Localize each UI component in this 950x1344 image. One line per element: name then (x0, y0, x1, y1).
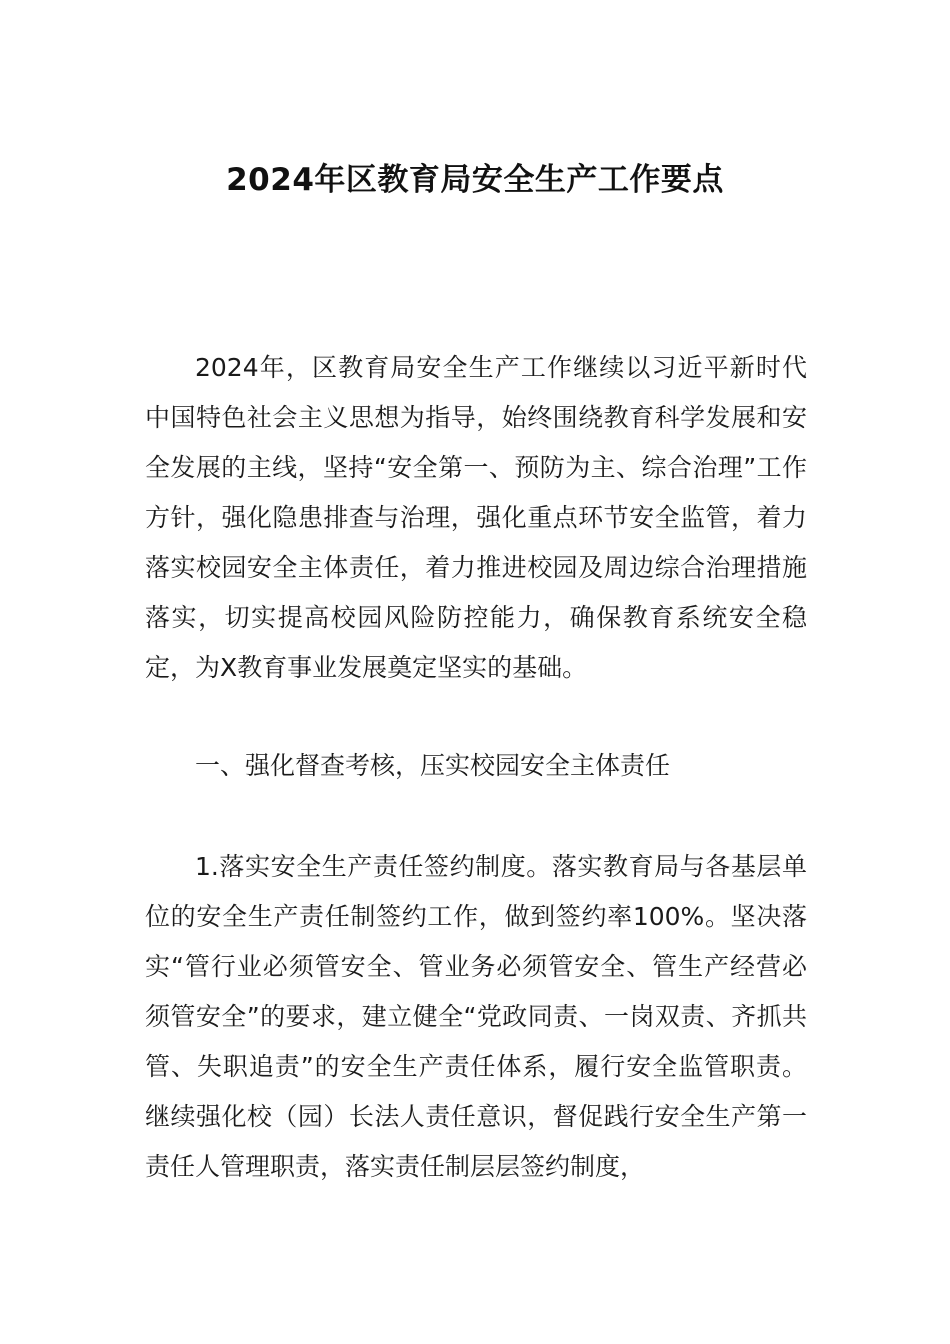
section-heading-1: 一、强化督查考核，压实校园安全主体责任 (195, 751, 671, 780)
document-title: 2024年区教育局安全生产工作要点 (226, 162, 724, 198)
section-heading-block (145, 741, 807, 791)
item-paragraph-block (145, 842, 807, 1192)
item-paragraph-1: 1.落实安全生产责任签约制度。落实教育局与各基层单位的安全生产责任制签约工作，做到签约率100%。坚决落实“管行业必须管安全、管业务必须管安全、管生产经营必须管安全”的要求，建立健全“党政同责、一岗双责、齐抓共管、失职追责”的安全生产责任体系，履行安全监管职责。继续强化校（园）长法人责任意识，督促践行安全生产第一责任人管理职责，落实责任制层层签约制度， (145, 852, 807, 1181)
intro-paragraph-block (145, 343, 807, 693)
intro-paragraph: 2024年，区教育局安全生产工作继续以习近平新时代中国特色社会主义思想为指导，始终围绕教育科学发展和安全发展的主线，坚持“安全第一、预防为主、综合治理”工作方针，强化隐患排查与治理，强化重点环节安全监管，着力落实校园安全主体责任，着力推进校园及周边综合治理措施落实，切实提高校园风险防控能力，确保教育系统安全稳定，为X教育事业发展奠定坚实的基础。 (145, 353, 807, 682)
